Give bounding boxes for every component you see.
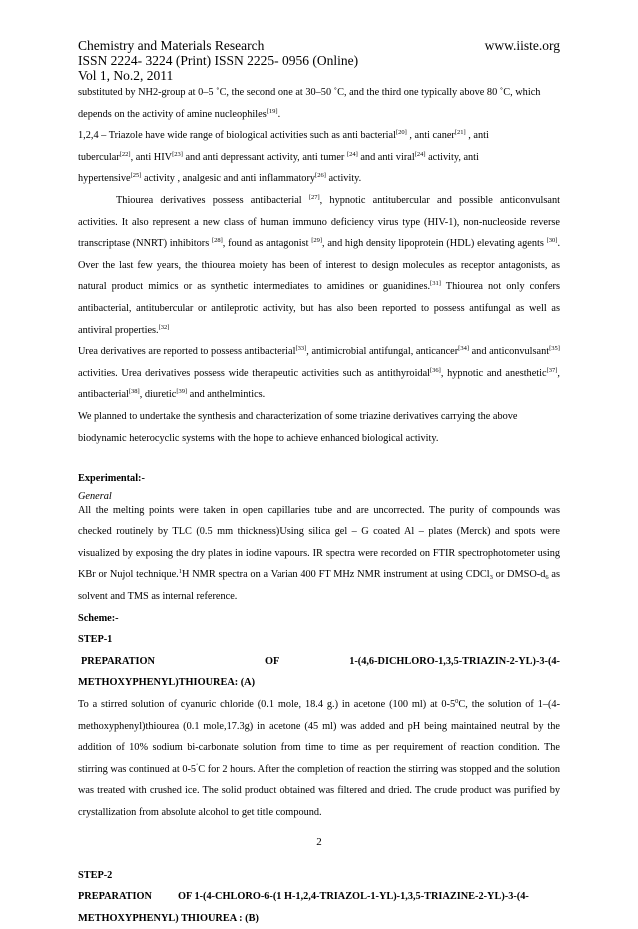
thiourea-paragraph: Thiourea derivatives possess antibacterial [27], hypnotic antitubercular and possible anticonvulsant activities. It also represent a new class of human immuno deficiency virus type (HIV-1), non-nucleoside reverse transcriptase (NNRT) inhibitors [28], found as antagonist [29], and high density lipoprotein (HDL) elevating agents [30]. Over the last few years, the thiourea moiety has been of interest to design molecules as receptor antagonists, as natural product mimics or as synthetic intermediates to amidines or guanidines.[31] Thiourea not only confers antibacterial, antitubercular or antileprotic activity, but has also been reported to possess antifungal as well as antiviral properties.[32] [78,193,561,336]
spacer [78,449,560,468]
step1-paragraph: To a stirred solution of cyanuric chloride (0.1 mole, 18.4 g.) in acetone (100 ml) at $0-5^0C$, the solution of 1–(4-methoxyphenyl)thiourea (0.1 mole,17.3g) in acetone (45 ml) was added and pH being maintained neutral by the addition of 10% sodium bi-carbonate solution from time to time as per requirement of reaction condition. The stirring was continued at 0-5˚C for 2 hours. After the completion of reaction the stirring was stopped and the solution was treated with crushed ice. The solid product obtained was filtered and dried. The crude product was purified by crystallization from absolute alcohol to get title compound. [78,698,561,818]
intro-line-2: depends on the activity of amine nucleophiles[19]. [78,107,281,120]
intro-line-5: hypertensive[25] activity , analgesic and anti inflammatory[26] activity. [78,172,362,185]
step1-title-cont: METHOXYPHENYL)THIOUREA: (A) [78,677,256,689]
intro-line-1: substituted by NH2-group at 0–5 ˚C, the second one at 30–50 ˚C, and the third one typically above 80 ˚C, which [78,87,541,98]
journal-header [78,38,560,83]
step2-title: PREPARATION OF 1-(4-CHLORO-6-(1 H-1,2,4-TRIAZOL-1-YL)-1,3,5-TRIAZINE-2-YL)-3-(4- [78,891,529,903]
general-paragraph: All the melting points were taken in open capillaries tube and are uncorrected. The purity of compounds was checked routinely by TLC (0.5 mm thickness)Using silica gel – G coated Al – plates (Merck) and spots were visualized by exposing the dry plates in iodine vapours. IR spectra were recorded on FTIR spectrophotometer using KBr or Nujol technique.$^1$H NMR spectra on a Varian 400 FT MHz NMR instrument at using CDCl$_3$ or DMSO-$d_6$ as solvent and TMS as internal reference. [78,504,560,603]
journal-website: www.iiste.org [484,38,560,53]
journal-volume: Vol 1, No.2, 2011 [78,68,174,83]
experimental-heading: Experimental:- [78,473,145,485]
general-subheading: General [78,490,112,502]
article-body [78,82,560,929]
step2-label: STEP-2 [78,869,113,881]
urea-paragraph: Urea derivatives are reported to possess antibacterial[33], antimicrobial antifungal, anticancer[34] and anticonvulsant[35] activities. Urea derivatives possess wide therapeutic activities such as antithyroidal[36], hypnotic and anesthetic[37], antibacterial[38], diuretic[39] and anthelmintics. [78,345,560,401]
intro-line-4: tubercular[22], anti HIV[23] and anti depressant activity, anti tumer [24] and anti viral[24] activity, anti [78,150,479,163]
intro-line-3: 1,2,4 – Triazole have wide range of biological activities such as anti bacterial[20] , anti caner[21] , anti [78,129,489,142]
page [78,38,560,929]
scheme-heading: Scheme:- [78,612,119,624]
page-number: 2 [316,836,322,848]
step2-title-cont: METHOXYPHENYL) THIOUREA : (B) [78,912,259,924]
journal-issn: ISSN 2224- 3224 (Print) ISSN 2225- 0956 (Online) [78,53,359,68]
step1-label: STEP-1 [78,634,113,646]
plan-line-1: We planned to undertake the synthesis and characterization of some triazine derivatives carrying the above [78,410,518,422]
step1-title: PREPARATION OF 1-(4,6-DICHLORO-1,3,5-TRIAZIN-2-YL)-3-(4- [81,655,560,667]
journal-title: Chemistry and Materials Research [78,38,265,53]
plan-line-2: biodynamic heterocyclic systems with the hope to achieve enhanced biological activity. [78,432,439,444]
